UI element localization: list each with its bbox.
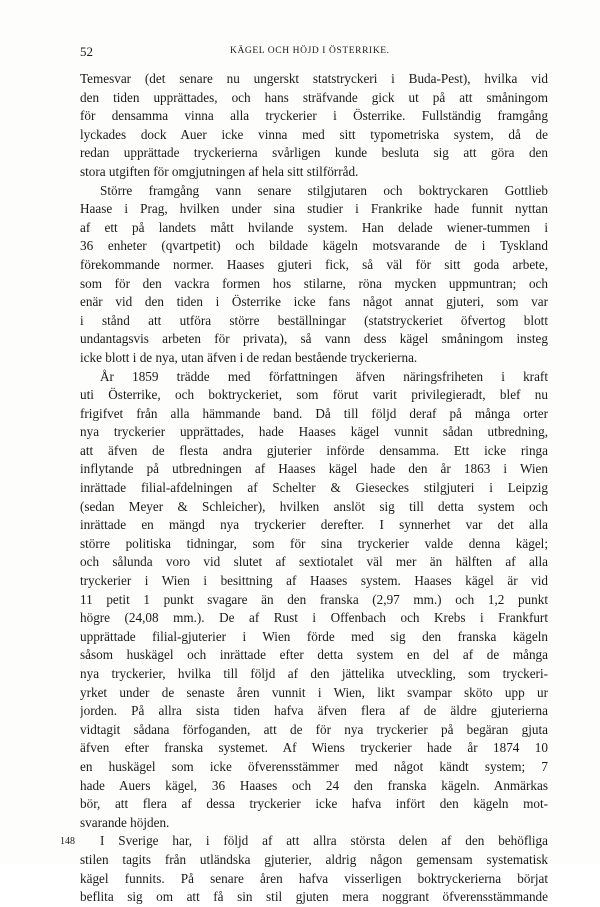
- text-line: jorden. På allra sista tiden hafva äfven flera af de äldre gjuterierna: [80, 703, 548, 719]
- running-head-title: KÄGEL OCH HÖJD I ÖSTERRIKE.: [230, 46, 390, 56]
- text-line: vidtagit sådana förfoganden, att de för nya tryckerier på begäran gjuta: [80, 721, 548, 737]
- text-line: att äfven de flesta andra gjuterier införde densamma. Ett icke ringa: [80, 442, 548, 458]
- text-line: redan upprättade tryckerierna svårligen kunde besluta sig att göra den: [80, 145, 548, 161]
- text-line: svarande höjden.: [80, 814, 170, 830]
- text-line: nya tryckerier, hvilka till följd af den jättelika utveckling, som tryckeri-: [80, 666, 548, 681]
- running-head: [80, 44, 548, 62]
- text-line: för densamma vinna alla tryckerier i Österrike. Fullständig framgång: [80, 108, 548, 124]
- text-line: nya tryckerier upprättades, hade Haases kägel vunnit sådan utbredning,: [80, 424, 548, 440]
- text-line: undantagsvis arbeten för privata), så vann dess kägel småningom insteg: [80, 331, 548, 347]
- text-line: stora utgiften för omgjutningen af hela sitt stilförråd.: [80, 163, 359, 179]
- text-line: högre (24,08 mm.). De af Rust i Offenbach och Krebs i Frankfurt: [80, 610, 548, 626]
- text-line: upprättade filial-gjuterier i Wien förde med sig den franska kägeln: [80, 628, 548, 644]
- text-line: I Sverige har, i följd af att allra största delen af den behöfliga: [100, 833, 548, 849]
- text-line: uti Österrike, och boktryckeriet, som förut varit privilegieradt, blef nu: [80, 387, 548, 403]
- text-line: enär vid den tiden i Österrike icke fans något annat gjuteri, som var: [80, 294, 548, 310]
- text-line: inflytande på utbredningen af Haases kägel hade den år 1863 i Wien: [80, 461, 548, 477]
- text-line: icke blott i de nya, utan äfven i de redan bestående tryckerierna.: [80, 349, 418, 365]
- text-line: Temesvar (det senare nu ungerskt statstryckeri i Buda-Pest), hvilka vid: [80, 71, 548, 86]
- text-line: frigifvet från alla hämmande band. Då till följd deraf på många orter: [80, 405, 548, 421]
- text-line: större politiska tidningar, som för sina tryckerier valde denna kägel;: [80, 535, 548, 551]
- text-line: i stånd att utföra större beställningar (statstryckeriet öfvertog blott: [80, 312, 548, 328]
- text-line: År 1859 trädde med författningen äfven näringsfriheten i kraft: [100, 368, 548, 384]
- text-line: en huskägel som icke öfverensstämmer med något kändt system; 7: [80, 758, 548, 774]
- margin-note: 148: [60, 835, 75, 847]
- text-line: Haase i Prag, hvilken under sina studier i Frankrike hade funnit nyttan: [80, 201, 548, 217]
- text-line: yrket under de senaste åren vunnit i Wien, likt svampar sköto upp ur: [80, 684, 548, 700]
- text-line: (sedan Meyer & Schleicher), hvilken anslöt sig till detta system och: [80, 498, 548, 514]
- text-line: lyckades dock Auer icke vinna med sitt typometriska system, då de: [80, 126, 548, 142]
- text-line: inrättade filial-afdelningen af Schelter & Gieseckes stilgjuteri i Leipzig: [80, 480, 548, 496]
- text-line: inrättade en mängd nya tryckerier derefter. I synnerhet var det alla: [80, 517, 548, 533]
- text-line: 11 petit 1 punkt svagare än den franska (2,97 mm.) och 1,2 punkt: [80, 591, 548, 607]
- text-line: tryckerier i Wien i besittning af Haases system. Haases kägel är vid: [80, 573, 548, 589]
- text-line: bör, att flera af dessa tryckerier icke hafva infört den kägeln mot-: [80, 796, 548, 812]
- text-line: förekommande normer. Haases gjuteri fick, så väl för sitt goda arbete,: [80, 256, 548, 272]
- body-text: [80, 70, 548, 907]
- text-line: den tiden upprättades, och hans sträfvande gick ut på att småningom: [80, 89, 548, 105]
- text-line: såsom huskägel och inrättade efter detta system en del af de många: [80, 647, 548, 663]
- text-line: kägel funnits. På senare åren hafva visserligen boktryckerierna börjat: [80, 870, 548, 886]
- text-line: af ett på landets mått hvilande system. Han delade wiener-tummen i: [80, 219, 548, 235]
- text-line: 36 enheter (qvartpetit) och bildade kägeln motsvarande de i Tyskland: [80, 238, 548, 254]
- text-line: hade Auers kägel, 36 Haases och 24 den franska kägeln. Anmärkas: [80, 777, 548, 793]
- text-line: som för den vackra formen hos stilarne, röna mycken uppmuntran; och: [80, 275, 548, 291]
- text-line: äfven efter franska systemet. Af Wiens tryckerier hade år 1874 10: [80, 740, 548, 756]
- text-line: och sålunda voro vid slutet af sextiotalet väl mer än hälften af alla: [80, 554, 548, 570]
- text-line: stilen tagits från utländska gjuterier, aldrig någon gemensam systematisk: [80, 851, 548, 867]
- text-line: beflita sig om att få sin stil gjuten mera noggrant öfverensstämmande: [80, 889, 548, 905]
- text-line: Större framgång vann senare stilgjutaren och boktryckaren Gottlieb: [100, 182, 548, 198]
- page-number: 52: [80, 44, 93, 59]
